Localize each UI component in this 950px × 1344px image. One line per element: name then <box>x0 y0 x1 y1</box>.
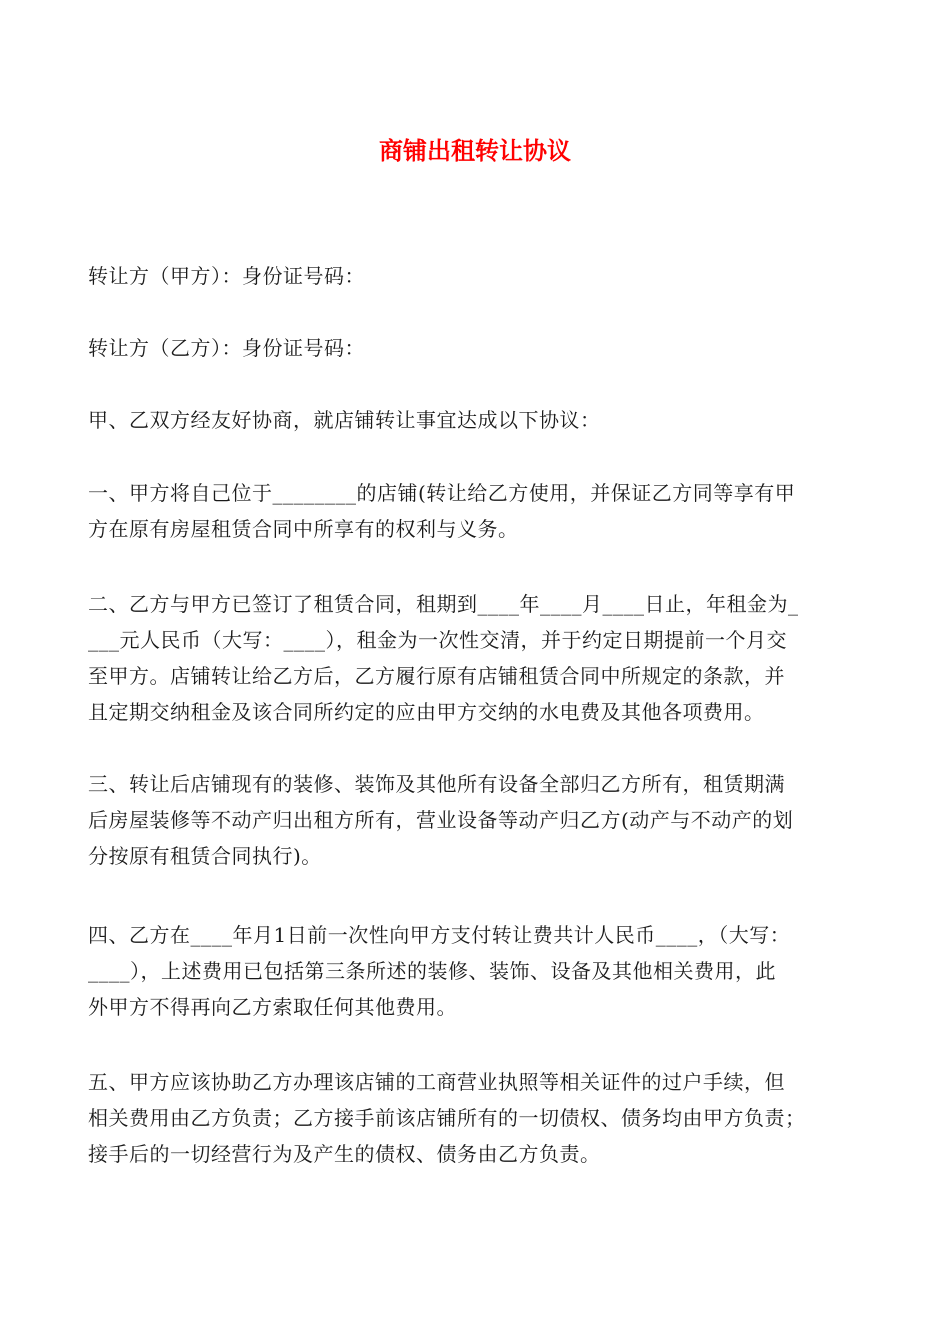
paragraph-line: 外甲方不得再向乙方索取任何其他费用。 <box>88 995 457 1019</box>
paragraph-line: 转让方（甲方）：身份证号码： <box>88 264 365 288</box>
paragraph-line: 甲、乙双方经友好协商，就店铺转让事宜达成以下协议： <box>88 408 601 432</box>
paragraph-line: 一、甲方将自己位于________的店铺(转让给乙方使用，并保证乙方同等享有甲 <box>88 481 796 505</box>
paragraph-line: ___元人民币（大写：____），租金为一次性交清，并于约定日期提前一个月交 <box>88 628 787 652</box>
paragraph-line: 且定期交纳租金及该合同所约定的应由甲方交纳的水电费及其他各项费用。 <box>88 700 765 724</box>
paragraph-line: 方在原有房屋租赁合同中所享有的权利与义务。 <box>88 517 519 541</box>
paragraph-line: 转让方（乙方）：身份证号码： <box>88 336 365 360</box>
agreement-intro-paragraph <box>88 402 868 438</box>
paragraph-line: 二、乙方与甲方已签订了租赁合同，租期到____年____月____日止，年租金为_ <box>88 592 799 616</box>
clause-three-paragraph <box>88 766 868 874</box>
paragraph-line: 三、转让后店铺现有的装修、装饰及其他所有设备全部归乙方所有，租赁期满 <box>88 772 785 796</box>
clause-five-paragraph <box>88 1064 868 1172</box>
paragraph-line: 五、甲方应该协助乙方办理该店铺的工商营业执照等相关证件的过户手续，但 <box>88 1070 785 1094</box>
transferor-party-b-line <box>88 330 868 366</box>
paragraph-line: 至甲方。店铺转让给乙方后，乙方履行原有店铺租赁合同中所规定的条款，并 <box>88 664 785 688</box>
paragraph-line: 分按原有租赁合同执行)。 <box>88 844 322 868</box>
paragraph-line: 接手后的一切经营行为及产生的债权、债务由乙方负责。 <box>88 1142 601 1166</box>
paragraph-line: 四、乙方在____年月1日前一次性向甲方支付转让费共计人民币____，（大写： <box>88 923 791 947</box>
clause-one-paragraph <box>88 475 868 547</box>
clause-two-paragraph <box>88 586 868 730</box>
paragraph-line: 相关费用由乙方负责；乙方接手前该店铺所有的一切债权、债务均由甲方负责； <box>88 1106 806 1130</box>
paragraph-line: 后房屋装修等不动产归出租方所有，营业设备等动产归乙方(动产与不动产的划 <box>88 808 794 832</box>
clause-four-paragraph <box>88 917 868 1025</box>
paragraph-line: ____），上述费用已包括第三条所述的装修、装饰、设备及其他相关费用，此 <box>88 959 776 983</box>
transferor-party-a-line <box>88 258 868 294</box>
document-title: 商铺出租转让协议 <box>379 137 571 165</box>
